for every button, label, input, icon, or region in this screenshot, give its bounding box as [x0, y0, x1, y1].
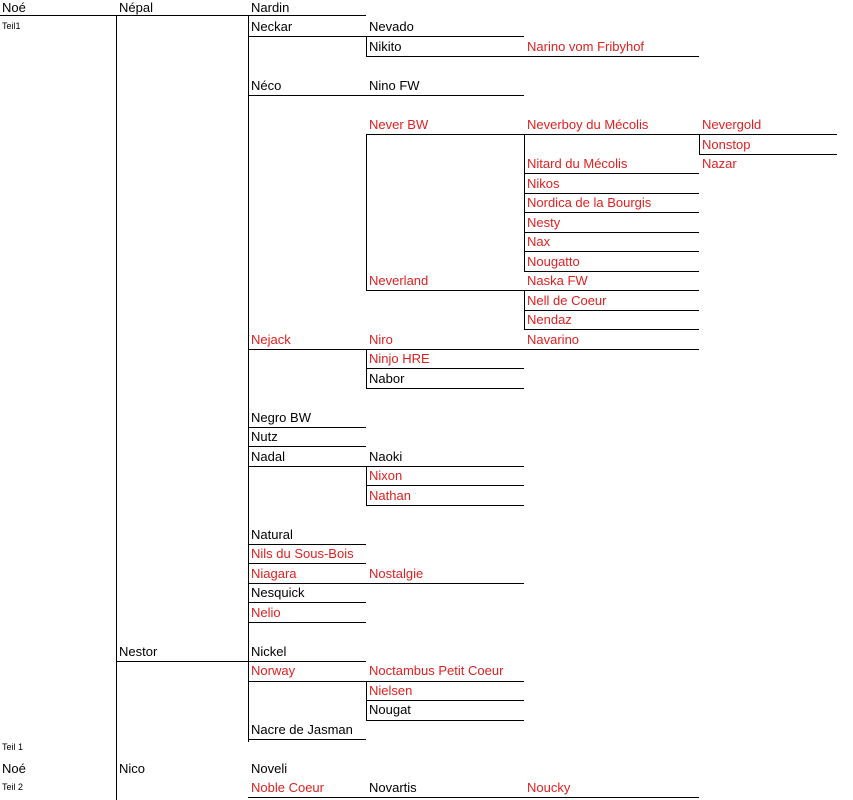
cell-teil2-col1: Noé [2, 761, 26, 776]
grid-hline [366, 36, 524, 37]
grid-hline [248, 349, 366, 350]
grid-hline [248, 583, 366, 584]
grid-hline [366, 95, 524, 96]
grid-hline [116, 661, 248, 662]
cell-nostalgie: Nostalgie [369, 566, 424, 581]
grid-hline [248, 446, 366, 447]
grid-hline [366, 583, 524, 584]
cell-niagara: Niagara [251, 566, 297, 581]
cell-noctambus-petit-coeur: Noctambus Petit Coeur [369, 663, 504, 678]
cell-teil2-col3: Noveli [251, 761, 288, 776]
grid-hline [524, 193, 699, 194]
cell-nelio: Nelio [251, 605, 281, 620]
cell-nutz: Nutz [251, 429, 278, 444]
grid-hline [248, 602, 366, 603]
grid-hline [524, 134, 699, 135]
grid-hline [524, 290, 699, 291]
grid-hline [699, 154, 837, 155]
cell-nesquick: Nesquick [251, 585, 305, 600]
grid-vline [366, 134, 367, 290]
cell-neckar: Neckar [251, 19, 293, 34]
cell-nitard-du-m-colis: Nitard du Mécolis [527, 156, 628, 171]
grid-vline [699, 134, 700, 154]
grid-hline [366, 56, 524, 57]
cell-nougatto: Nougatto [527, 254, 580, 269]
sheet-label-teil1: Teil1 [2, 21, 21, 31]
grid-hline [248, 797, 366, 798]
cell-n-co: Néco [251, 78, 282, 93]
grid-hline [248, 95, 366, 96]
cell-nathan: Nathan [369, 488, 411, 503]
grid-hline [699, 134, 837, 135]
grid-hline [524, 797, 699, 798]
grid-hline [524, 232, 699, 233]
cell-naska-fw: Naska FW [527, 273, 588, 288]
cell-nils-du-sous-bois: Nils du Sous-Bois [251, 546, 354, 561]
cell-novartis: Novartis [369, 780, 417, 795]
cell-nacre-de-jasman: Nacre de Jasman [251, 722, 353, 737]
cell-ninjo-hre: Ninjo HRE [369, 351, 430, 366]
cell-nougat: Nougat [369, 702, 411, 717]
cell-header-col3: Nardin [251, 0, 290, 15]
cell-naoki: Naoki [369, 449, 403, 464]
cell-noucky: Noucky [527, 780, 571, 795]
grid-hline [366, 368, 524, 369]
cell-neverland: Neverland [369, 273, 429, 288]
grid-hline [366, 485, 524, 486]
grid-hline [366, 505, 524, 506]
cell-nonstop: Nonstop [702, 137, 751, 152]
cell-nell-de-coeur: Nell de Coeur [527, 293, 607, 308]
grid-hline [366, 681, 524, 682]
grid-hline [524, 251, 699, 252]
grid-hline [366, 388, 524, 389]
cell-nino-fw: Nino FW [369, 78, 420, 93]
grid-hline [248, 36, 366, 37]
grid-hline [248, 739, 366, 740]
grid-hline [248, 466, 366, 467]
grid-hline [366, 720, 524, 721]
grid-hline [524, 271, 699, 272]
cell-nixon: Nixon [369, 468, 403, 483]
grid-hline [524, 212, 699, 213]
cell-nestor: Nestor [119, 644, 158, 659]
grid-hline [524, 349, 699, 350]
grid-hline [366, 466, 524, 467]
grid-hline [366, 134, 524, 135]
grid-hline [524, 56, 699, 57]
grid-hline [248, 661, 366, 662]
grid-hline [366, 700, 524, 701]
cell-nevado: Nevado [369, 19, 414, 34]
grid-hline [524, 173, 699, 174]
grid-vline [366, 36, 367, 56]
cell-nevergold: Nevergold [702, 117, 762, 132]
cell-nikos: Nikos [527, 176, 560, 191]
grid-hline [248, 622, 366, 623]
cell-nielsen: Nielsen [369, 683, 413, 698]
cell-niro: Niro [369, 332, 393, 347]
grid-hline [366, 797, 524, 798]
grid-hline [524, 310, 699, 311]
cell-neverboy-du-m-colis: Neverboy du Mécolis [527, 117, 649, 132]
cell-header-col1: Noé [2, 0, 26, 15]
sheet-label-teil2: Teil 2 [2, 782, 24, 792]
grid-hline [248, 681, 366, 682]
cell-never-bw: Never BW [369, 117, 429, 132]
col-separator-1 [116, 15, 117, 800]
grid-hline [248, 563, 366, 564]
grid-hline [366, 349, 524, 350]
cell-natural: Natural [251, 527, 293, 542]
cell-nax: Nax [527, 234, 551, 249]
cell-norway: Norway [251, 663, 296, 678]
cell-nesty: Nesty [527, 215, 561, 230]
cell-header-col2: Népal [119, 0, 153, 15]
cell-nikito: Nikito [369, 39, 402, 54]
grid-hline [248, 544, 366, 545]
cell-negro-bw: Negro BW [251, 410, 311, 425]
cell-nendaz: Nendaz [527, 312, 572, 327]
header-underline [0, 15, 366, 16]
col-separator-2 [248, 15, 249, 742]
cell-nazar: Nazar [702, 156, 737, 171]
grid-hline [524, 329, 699, 330]
cell-nadal: Nadal [251, 449, 285, 464]
cell-nickel: Nickel [251, 644, 287, 659]
cell-noble-coeur: Noble Coeur [251, 780, 324, 795]
cell-nordica-de-la-bourgis: Nordica de la Bourgis [527, 195, 652, 210]
cell-nabor: Nabor [369, 371, 405, 386]
cell-nejack: Nejack [251, 332, 291, 347]
grid-hline [366, 290, 524, 291]
grid-hline [248, 427, 366, 428]
sheet-label-teil1-footer: Teil 1 [2, 742, 24, 752]
cell-navarino: Navarino [527, 332, 580, 347]
cell-narino-vom-fribyhof: Narino vom Fribyhof [527, 39, 645, 54]
cell-teil2-col2: Nico [119, 761, 146, 776]
